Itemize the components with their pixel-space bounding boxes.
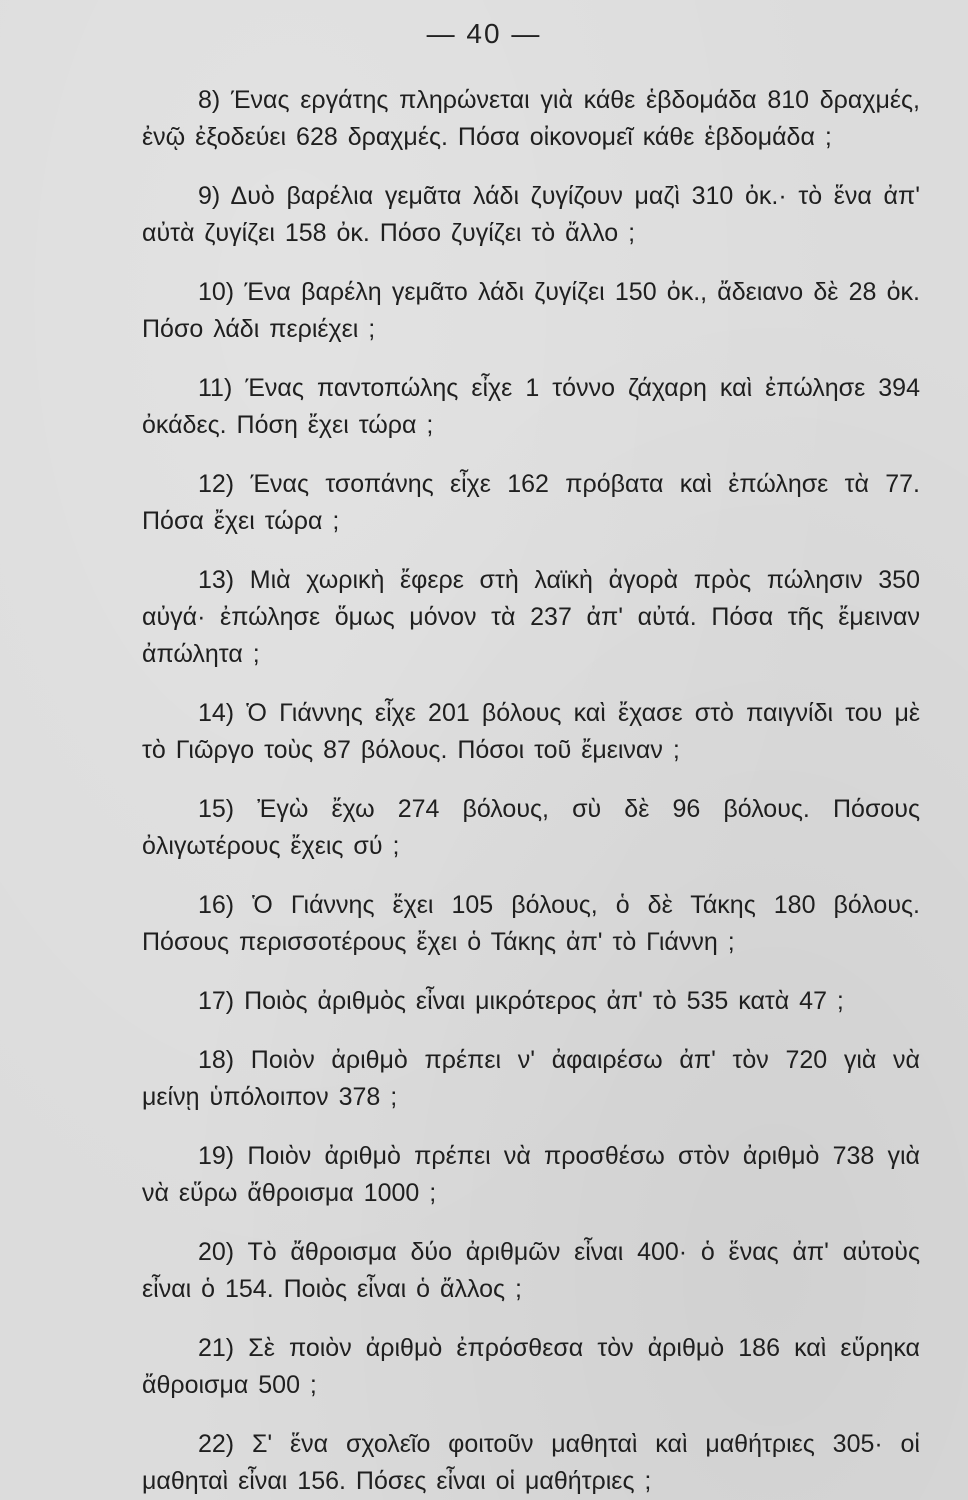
problem-22: 22) Σ' ἕνα σχολεῖο φοιτοῦν μαθηταὶ καὶ μαθήτριες 305· οἱ μαθηταὶ εἶναι 156. Πόσες εἶναι οἱ μαθήτριες ; [142, 1430, 920, 1495]
problem-11: 11) Ένας παντοπώλης εἶχε 1 τόννο ζάχαρη καὶ ἐπώλησε 394 ὀκάδες. Πόση ἔχει τώρα ; [142, 374, 920, 439]
problem-list [142, 82, 920, 1500]
problem-17: 17) Ποιὸς ἀριθμὸς εἶναι μικρότερος ἀπ' τὸ 535 κατὰ 47 ; [198, 987, 844, 1015]
problem-16: 16) Ὁ Γιάννης ἔχει 105 βόλους, ὁ δὲ Τάκης 180 βόλους. Πόσους περισσοτέρους ἔχει ὁ Τάκης ἀπ' τὸ Γιάννη ; [142, 891, 920, 956]
problem-18: 18) Ποιὸν ἀριθμὸ πρέπει ν' ἀφαιρέσω ἀπ' τὸν 720 γιὰ νὰ μείνῃ ὑπόλοιπον 378 ; [142, 1046, 920, 1111]
problem-15: 15) Ἐγὼ ἔχω 274 βόλους, σὺ δὲ 96 βόλους. Πόσους ὀλιγωτέρους ἔχεις σύ ; [142, 795, 920, 860]
problem-14: 14) Ὁ Γιάννης εἶχε 201 βόλους καὶ ἔχασε στὸ παιγνίδι του μὲ τὸ Γιῶργο τοὺς 87 βόλους. Πόσοι τοῦ ἔμειναν ; [142, 699, 920, 764]
problem-13: 13) Μιὰ χωρικὴ ἔφερε στὴ λαϊκὴ ἀγορὰ πρὸς πώλησιν 350 αὐγά· ἐπώλησε ὅμως μόνον τὰ 237 ἀπ' αὐτά. Πόσα τῆς ἔμειναν ἀπώλητα ; [142, 566, 920, 668]
problem-12: 12) Ένας τσοπάνης εἶχε 162 πρόβατα καὶ ἐπώλησε τὰ 77. Πόσα ἔχει τώρα ; [142, 470, 920, 535]
problem-9: 9) Δυὸ βαρέλια γεμᾶτα λάδι ζυγίζουν μαζὶ 310 ὀκ.· τὸ ἕνα ἀπ' αὐτὰ ζυγίζει 158 ὀκ. Πόσο ζυγίζει τὸ ἄλλο ; [142, 182, 920, 247]
problem-20: 20) Τὸ ἄθροισμα δύο ἀριθμῶν εἶναι 400· ὁ ἕνας ἀπ' αὐτοὺς εἶναι ὁ 154. Ποιὸς εἶναι ὁ ἄλλος ; [142, 1238, 920, 1303]
page-number: — 40 — [426, 18, 542, 49]
problem-10: 10) Ένα βαρέλη γεμᾶτο λάδι ζυγίζει 150 ὀκ., ἄδειανο δὲ 28 ὀκ. Πόσο λάδι περιέχει ; [142, 278, 920, 343]
problem-21: 21) Σὲ ποιὸν ἀριθμὸ ἐπρόσθεσα τὸν ἀριθμὸ 186 καὶ εὕρηκα ἄθροισμα 500 ; [142, 1334, 920, 1399]
problem-8: 8) Ένας εργάτης πληρώνεται γιὰ κάθε ἑβδομάδα 810 δραχμές, ἐνῷ ἐξοδεύει 628 δραχμές. Πόσα οἰκονομεῖ κάθε ἑβδομάδα ; [142, 86, 920, 151]
problem-19: 19) Ποιὸν ἀριθμὸ πρέπει νὰ προσθέσω στὸν ἀριθμὸ 738 γιὰ νὰ εὕρω ἄθροισμα 1000 ; [142, 1142, 920, 1207]
